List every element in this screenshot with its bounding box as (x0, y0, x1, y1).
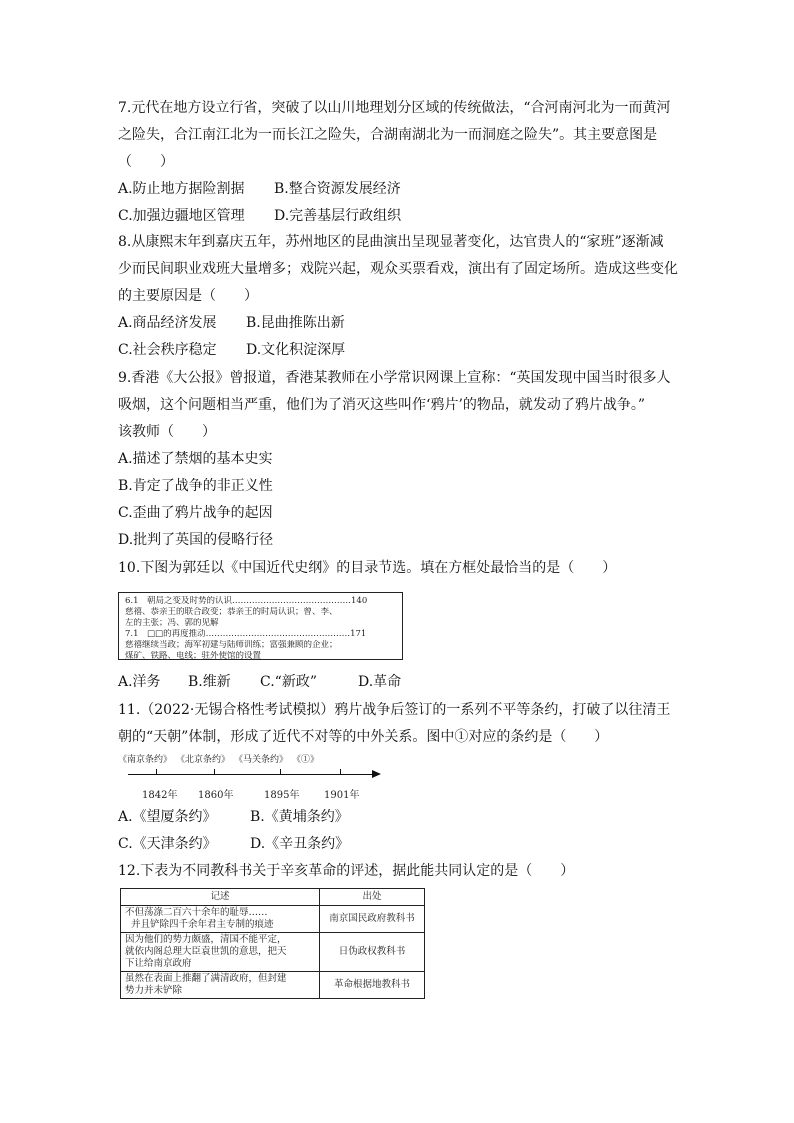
q9-option-c[interactable]: C.歪曲了鸦片战争的起因 (118, 505, 273, 521)
q8-option-b[interactable]: B.昆曲推陈出新 (246, 315, 345, 331)
q7-option-b[interactable]: B.整合资源发展经济 (274, 181, 401, 197)
q8-stem-line3: 的主要原因是（ ） (118, 288, 258, 304)
q7-stem-line2: 之险失，合江南江北为一而长江之险失，合湖南湖北为一而洞庭之险失”。其主要意图是 (118, 127, 658, 143)
cell-line: 就依内阁总理大臣袁世凯的意思，把天 (125, 946, 287, 957)
cell-line: 势力并未铲除 (125, 985, 183, 996)
timeline-tick (214, 769, 215, 775)
q7-option-d[interactable]: D.完善基层行政组织 (274, 208, 402, 224)
q10-option-a[interactable]: A.洋务 (118, 674, 161, 690)
q9-option-b[interactable]: B.肯定了战争的非正义性 (118, 478, 273, 494)
toc-row: 煤矿、铁路、电线；驻外使馆的设置 (125, 651, 262, 661)
table-header: 出处 (320, 889, 425, 906)
q11-option-c[interactable]: C.《天津条约》 (118, 836, 217, 852)
timeline-year: 1901年 (324, 790, 360, 801)
toc-row: 慈禧继续当政；海军初建与陆师训练；富强兼顾的企业； (125, 640, 338, 650)
cell-line: 不但荡涤二百六十余年的耻辱…… (125, 907, 268, 918)
timeline-tick (340, 769, 341, 775)
treaty-timeline (118, 752, 388, 802)
timeline-treaty-label: 《马关条约》 (234, 755, 289, 765)
q10-options-row (118, 673, 401, 691)
table-row (121, 972, 425, 999)
toc-row: 慈禧、恭亲王的联合政变；恭亲王的时局认识；曾、李、 (125, 607, 338, 617)
table-cell-source: 南京国民政府教科书 (320, 906, 425, 933)
q7-options-row1 (118, 180, 401, 198)
toc-row: 左的主张；冯、郭的见解 (125, 618, 219, 628)
timeline-axis (128, 774, 376, 775)
timeline-tick (156, 769, 157, 775)
q7-stem-line1: 7.元代在地方设立行省，突破了以山川地理划分区域的传统做法，“合河南河北为一而黄河 (118, 100, 671, 116)
q11-option-b[interactable]: B.《黄埔条约》 (250, 809, 349, 825)
q8-stem-line1: 8.从康熙末年到嘉庆五年，苏州地区的昆曲演出呈现显著变化，达官贵人的“家班”逐渐减 (118, 234, 664, 250)
table-cell-text (121, 972, 320, 999)
q11-stem-line1: 11.（2022·无锡合格性考试模拟）鸦片战争后签订的一系列不平等条约，打破了以往清王 (118, 702, 671, 718)
q8-option-a[interactable]: A.商品经济发展 (118, 315, 217, 331)
table-header: 记述 (121, 889, 320, 906)
q7-stem-line3: （ ） (118, 154, 174, 170)
q10-option-c[interactable]: C.“新政” (260, 674, 317, 690)
q11-options-row2 (118, 835, 349, 853)
timeline-year: 1842年 (142, 790, 178, 801)
timeline-year: 1860年 (198, 790, 234, 801)
table-header-row (121, 889, 425, 906)
q10-stem: 10.下图为郭廷以《中国近代史纲》的目录节选。填在方框处最恰当的是（ ） (118, 560, 617, 576)
cell-line: 并且铲除四千余年君主专制的痕迹 (131, 919, 274, 930)
toc-row: 6.1 朝局之变及时势的认识……………………………………140 (125, 596, 368, 606)
q8-option-d[interactable]: D.文化积淀深厚 (246, 342, 346, 358)
q10-option-b[interactable]: B.维新 (188, 674, 231, 690)
q10-option-d[interactable]: D.革命 (358, 674, 402, 690)
timeline-year: 1895年 (264, 790, 300, 801)
q9-stem-line3: 该教师（ ） (118, 424, 216, 440)
q9-option-a[interactable]: A.描述了禁烟的基本史实 (118, 451, 273, 467)
q9-option-d[interactable]: D.批判了英国的侵略行径 (118, 532, 274, 548)
q9-stem-line1: 9.香港《大公报》曾报道，香港某教师在小学常识网课上宣称：“英国发现中国当时很多人 (118, 370, 671, 386)
q11-stem-line2: 朝的“天朝”体制，形成了近代不对等的中外关系。图中①对应的条约是（ ） (118, 729, 609, 745)
cell-line: 虽然在表面上推翻了满清政府，但封建 (125, 973, 287, 984)
table-of-contents-excerpt (118, 592, 403, 660)
cell-line: 因为他们的势力颇盛，清国不能平定， (125, 934, 287, 945)
table-cell-text (121, 933, 320, 972)
timeline-tick (280, 769, 281, 775)
timeline-treaty-label: 《北京条约》 (176, 755, 231, 765)
timeline-treaty-label: 《①》 (292, 755, 320, 765)
q11-option-d[interactable]: D.《辛丑条约》 (250, 836, 350, 852)
q8-option-c[interactable]: C.社会秩序稳定 (118, 342, 217, 358)
table-cell-source: 日伪政权教科书 (320, 933, 425, 972)
table-cell-source: 革命根据地教科书 (320, 972, 425, 999)
q11-options-row1 (118, 808, 349, 826)
q7-option-a[interactable]: A.防止地方据险割据 (118, 181, 245, 197)
timeline-arrow-icon (372, 770, 381, 778)
table-row (121, 933, 425, 972)
q7-option-c[interactable]: C.加强边疆地区管理 (118, 208, 245, 224)
q9-stem-line2: 吸烟，这个问题相当严重，他们为了消灭这些叫作‘鸦片’的物品，就发动了鸦片战争。” (118, 397, 646, 413)
q7-options-row2 (118, 207, 401, 225)
table-cell-text (121, 906, 320, 933)
timeline-treaty-label: 《南京条约》 (118, 755, 173, 765)
q8-options-row2 (118, 341, 345, 359)
textbook-comparison-table (120, 888, 425, 999)
q8-stem-line2: 少而民间职业戏班大量增多；戏院兴起，观众买票看戏，演出有了固定场所。造成这些变化 (118, 261, 678, 277)
q11-option-a[interactable]: A.《望厦条约》 (118, 809, 217, 825)
q12-stem: 12.下表为不同教科书关于辛亥革命的评述，据此能共同认定的是（ ） (118, 863, 575, 879)
q8-options-row1 (118, 314, 345, 332)
cell-line: 下让给南京政府 (125, 958, 192, 969)
toc-row: 7.1 □□的再度推动……………………………………………171 (125, 629, 367, 639)
table-row (121, 906, 425, 933)
